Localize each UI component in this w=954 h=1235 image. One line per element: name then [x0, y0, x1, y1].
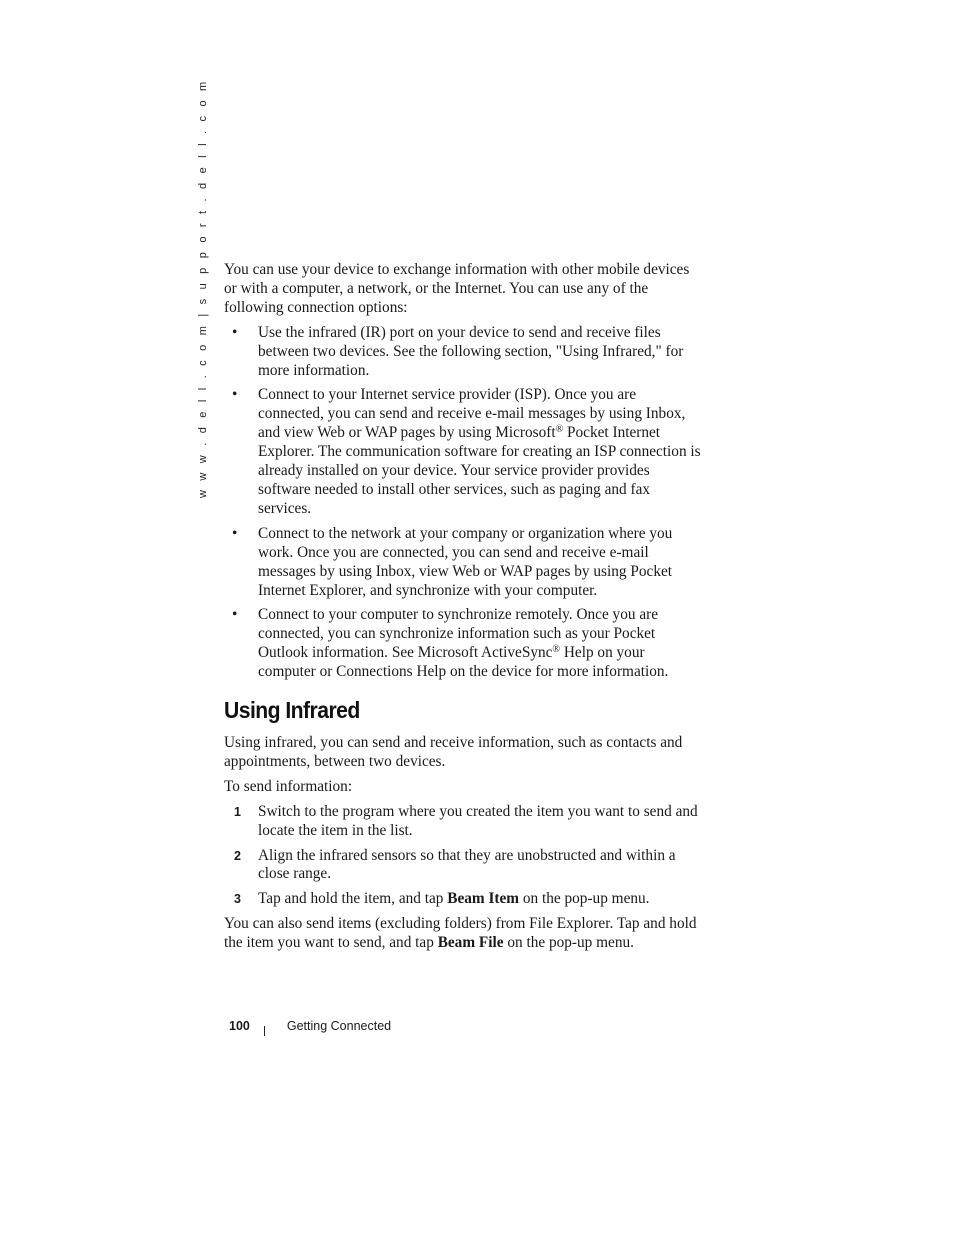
section-heading: Using Infrared — [224, 697, 360, 724]
menu-command: Beam File — [437, 934, 504, 952]
list-item — [224, 606, 702, 682]
steps-list — [224, 803, 702, 910]
list-item-text: Connect to the network at your company or organization where you work. Once you are connected, you can send and receive e-mail messages by using Inbox, view Web or WAP pages by using Pocket Internet Explorer, and synchronize with your computer. — [258, 524, 673, 599]
step-text: Align the infrared sensors so that they are unobstructed and within a close range. — [258, 846, 676, 883]
closing-paragraph — [224, 915, 702, 953]
bullet-icon: • — [232, 606, 238, 624]
bullet-icon: • — [232, 386, 238, 404]
list-item — [224, 525, 702, 601]
registered-mark: ® — [555, 424, 564, 436]
step-text: on the pop-up menu. — [519, 890, 650, 908]
footer-divider — [264, 1026, 265, 1036]
connection-options-list — [224, 324, 702, 682]
intro-paragraph: You can use your device to exchange information with other mobile devices or with a computer, a network, or the Internet. You can use any of the following connection options: — [224, 261, 690, 316]
side-url: w w w . d e l l . c o m | s u p p o r t . d e l l . c o m — [197, 78, 209, 498]
step-number: 1 — [234, 804, 241, 819]
page-content — [224, 261, 702, 959]
closing-text: on the pop-up menu. — [503, 934, 634, 952]
step-number: 3 — [234, 892, 241, 907]
step-text: Tap and hold the item, and tap — [258, 890, 448, 908]
list-item — [224, 386, 702, 518]
page-number: 100 — [229, 1019, 250, 1033]
bullet-icon: • — [232, 524, 238, 542]
registered-mark: ® — [552, 644, 561, 656]
footer-section-title: Getting Connected — [286, 1019, 392, 1033]
closing-text: You can also send items (excluding folders) from File Explorer. Tap and hold the item you want to send, and tap — [224, 915, 697, 952]
list-item-text: Connect to your computer to synchronize remotely. Once you are connected, you can synchronize information such as your Pocket Outlook information. See Microsoft ActiveSync — [258, 606, 658, 662]
bullet-icon: • — [232, 323, 238, 341]
page-footer — [229, 1019, 391, 1036]
menu-command: Beam Item — [447, 890, 520, 908]
list-item-text: Use the infrared (IR) port on your device to send and receive files between two devices. See the following section, "Using Infrared," for more information. — [258, 323, 684, 379]
infrared-intro-paragraph: Using infrared, you can send and receive information, such as contacts and appointments, between two devices. — [224, 734, 683, 770]
step-item — [224, 803, 702, 841]
list-item-text: Pocket Internet Explorer. The communication software for creating an ISP connection is already installed on your device. Your service provider provides software needed to install other services, such as paging and fax services. — [258, 424, 701, 517]
step-item — [224, 890, 702, 909]
list-item — [224, 324, 702, 381]
list-item-text: Help on your computer or Connections Help on the device for more information. — [258, 644, 669, 681]
step-item — [224, 847, 702, 885]
step-number: 2 — [234, 848, 241, 863]
list-item-text: Connect to your Internet service provider (ISP). Once you are connected, you can send and receive e-mail messages by using Inbox, and view Web or WAP pages by using Microsoft — [258, 386, 686, 442]
to-send-paragraph: To send information: — [224, 777, 353, 795]
step-text: Switch to the program where you created the item you want to send and locate the item in the list. — [258, 802, 698, 839]
